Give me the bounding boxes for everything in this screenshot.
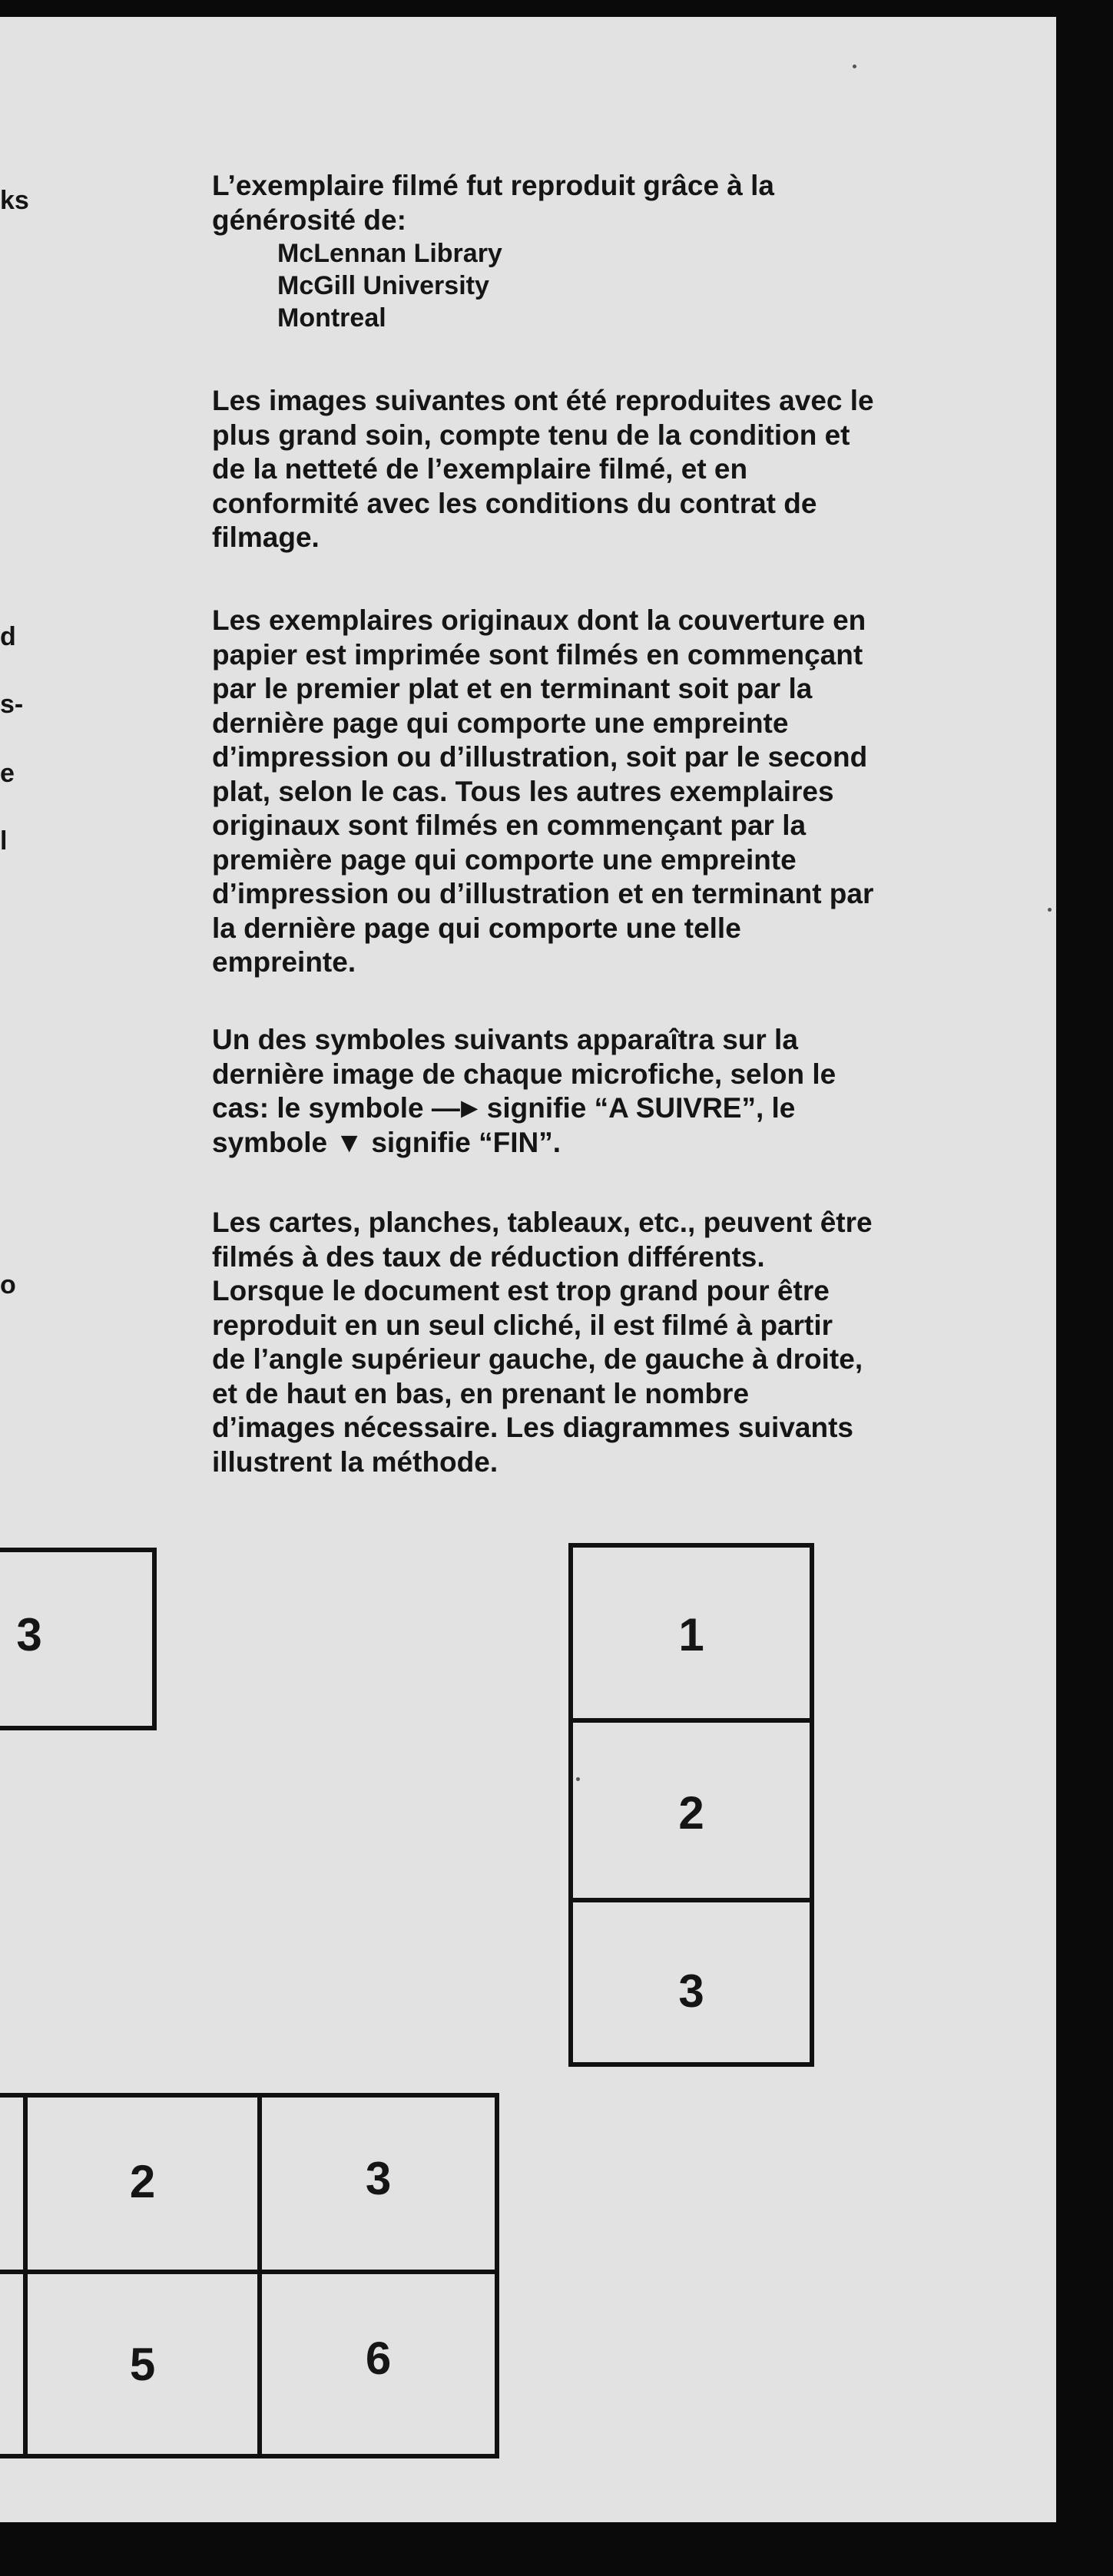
text-fragment: symbole xyxy=(212,1126,328,1158)
margin-fragment: e xyxy=(0,759,15,788)
text-line: plat, selon le cas. Tous les autres exemplaires xyxy=(212,775,834,807)
library-name: McLennan Library xyxy=(277,239,502,268)
text-line: conformité avec les conditions du contrat de xyxy=(212,487,817,519)
city-name: Montreal xyxy=(277,303,386,333)
margin-fragment: l xyxy=(0,826,8,856)
divider xyxy=(23,2098,28,2454)
text-line: Les images suivantes ont été reproduites avec le xyxy=(212,385,874,416)
text-line: L’exemplaire filmé fut reproduit grâce à la xyxy=(212,170,775,201)
text-fragment: signifie “FIN”. xyxy=(371,1126,561,1158)
symbols-paragraph xyxy=(212,1023,995,1160)
text-line: empreinte. xyxy=(212,946,356,978)
text-line: et de haut en bas, en prenant le nombre xyxy=(212,1377,750,1409)
frame-number: 1 xyxy=(678,1609,704,1660)
frame-number: 5 xyxy=(129,2339,156,2390)
frame-number: 2 xyxy=(678,1787,704,1839)
text-line: par le premier plat et en terminant soit par la xyxy=(212,673,813,704)
text-line: filmage. xyxy=(212,521,320,553)
text-line: dernière page qui comporte une empreinte xyxy=(212,707,789,739)
university-name: McGill University xyxy=(277,271,489,300)
text-line: Lorsque le document est trop grand pour être xyxy=(212,1275,830,1306)
margin-fragment: ks xyxy=(0,186,29,215)
text-line: la dernière page qui comporte une telle xyxy=(212,912,741,944)
frame-number: 3 xyxy=(678,1965,704,2017)
frame-number: 3 xyxy=(16,1609,42,1660)
margin-fragment: d xyxy=(0,622,16,651)
text-line: originaux sont filmés en commençant par la xyxy=(212,810,807,841)
text-line: Un des symboles suivants apparaîtra sur la xyxy=(212,1024,798,1055)
frame-number: 6 xyxy=(365,2333,392,2384)
scan-speck xyxy=(1048,908,1052,912)
text-line: première page qui comporte une empreinte xyxy=(212,843,797,876)
text-line: d’impression ou d’illustration, soit par le second xyxy=(212,741,868,773)
divider xyxy=(573,1718,810,1723)
divider xyxy=(573,1898,810,1902)
triangle-down-icon: ▼ xyxy=(335,1126,364,1158)
text-line: Les cartes, planches, tableaux, etc., peuvent être xyxy=(212,1207,873,1238)
text-line: dernière image de chaque microfiche, selon le xyxy=(212,1058,836,1090)
text-line: générosité de: xyxy=(212,204,406,236)
divider xyxy=(0,2270,495,2274)
arrow-icon: —► xyxy=(431,1092,479,1124)
scan-speck xyxy=(576,1777,580,1781)
column-diagram xyxy=(568,1543,814,2067)
text-line: papier est imprimée sont filmés en commençant xyxy=(212,638,863,670)
text-line: illustrent la méthode. xyxy=(212,1445,499,1478)
frame-number: 2 xyxy=(129,2156,156,2207)
text-line xyxy=(212,1091,995,1126)
text-fragment: signifie “A SUIVRE”, le xyxy=(486,1092,796,1124)
divider xyxy=(257,2098,262,2454)
quality-paragraph xyxy=(212,384,995,555)
frame-number: 3 xyxy=(365,2153,392,2204)
text-line: de la netteté de l’exemplaire filmé, et en xyxy=(212,453,748,485)
text-line: d’images nécessaire. Les diagrammes suivants xyxy=(212,1412,853,1443)
text-line: Les exemplaires originaux dont la couverture en xyxy=(212,604,866,636)
text-line: plus grand soin, compte tenu de la condition et xyxy=(212,419,850,451)
margin-fragment: s- xyxy=(0,690,24,719)
grid-diagram xyxy=(0,2093,499,2458)
originals-paragraph xyxy=(212,604,995,980)
text-line: d’impression ou d’illustration et en terminant par xyxy=(212,878,874,909)
text-line: de l’angle supérieur gauche, de gauche à droite, xyxy=(212,1343,863,1375)
acknowledgement-paragraph xyxy=(212,169,995,334)
text-fragment: cas: le symbole xyxy=(212,1092,424,1124)
maps-paragraph xyxy=(212,1206,995,1479)
text-line: reproduit en un seul cliché, il est filmé à partir xyxy=(212,1309,833,1341)
row-diagram xyxy=(0,1548,157,1730)
text-line xyxy=(212,1126,995,1161)
text-line: filmés à des taux de réduction différents. xyxy=(212,1240,765,1273)
document-page xyxy=(0,17,1056,2522)
scan-speck xyxy=(853,65,856,68)
margin-fragment: o xyxy=(0,1270,16,1300)
